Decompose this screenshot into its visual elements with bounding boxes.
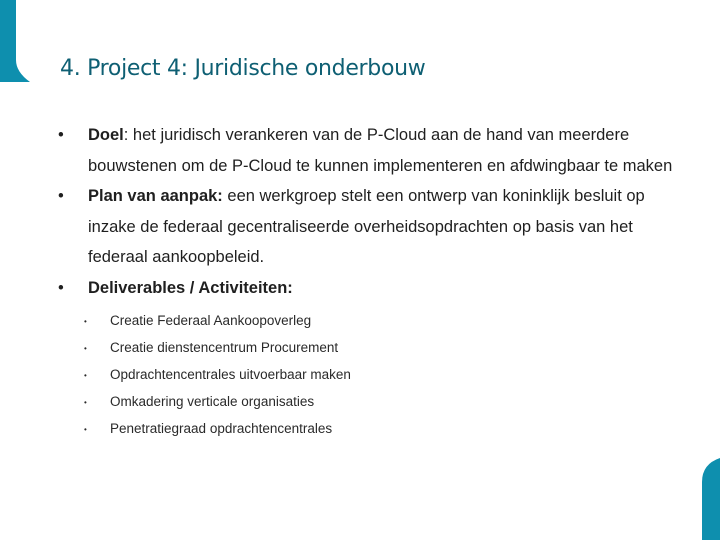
bullet-marker: • — [58, 278, 64, 297]
list-item-text: Creatie dienstencentrum Procurement — [110, 340, 339, 355]
bullet-label: Deliverables / Activiteiten: — [88, 278, 293, 297]
sub-bullet-marker: • — [84, 398, 87, 407]
list-item-text: Opdrachtencentrales uitvoerbaar maken — [110, 367, 351, 382]
bullet-marker: • — [58, 187, 64, 205]
list-item-text: Omkadering verticale organisaties — [110, 394, 315, 409]
list-item — [58, 388, 678, 415]
list-item-text: Creatie Federaal Aankoopoverleg — [110, 313, 312, 328]
bullet-deliverables — [58, 273, 678, 304]
slide-content — [58, 120, 678, 442]
bullet-label: Plan van aanpak: — [88, 187, 223, 205]
bullet-text: een werkgroep stelt een ontwerp van koninklijk besluit op inzake de federaal gecentraliseerde overheidsopdrachten op basis van het federaal aankoopbeleid. — [88, 187, 645, 266]
bullet-marker: • — [58, 126, 64, 144]
bullet-doel — [58, 120, 678, 181]
deliverables-list — [58, 307, 678, 442]
sub-bullet-marker: • — [84, 371, 87, 380]
list-item-text: Penetratiegraad opdrachtencentrales — [110, 421, 333, 436]
sub-bullet-marker: • — [84, 425, 87, 434]
list-item — [58, 334, 678, 361]
bullet-text: : het juridisch verankeren van de P-Cloud aan de hand van meerdere bouwstenen om de P-Cloud te kunnen implementeren en afdwingbaar te maken — [88, 126, 673, 175]
sub-bullet-marker: • — [84, 344, 87, 353]
bullet-plan-van-aanpak — [58, 181, 678, 273]
list-item — [58, 415, 678, 442]
corner-decoration-bottom-right — [696, 458, 720, 540]
list-item — [58, 307, 678, 334]
list-item — [58, 361, 678, 388]
corner-decoration-top-left — [0, 0, 30, 82]
sub-bullet-marker: • — [84, 317, 87, 326]
slide-title: 4. Project 4: Juridische onderbouw — [60, 56, 426, 81]
bullet-label: Doel — [88, 126, 124, 144]
